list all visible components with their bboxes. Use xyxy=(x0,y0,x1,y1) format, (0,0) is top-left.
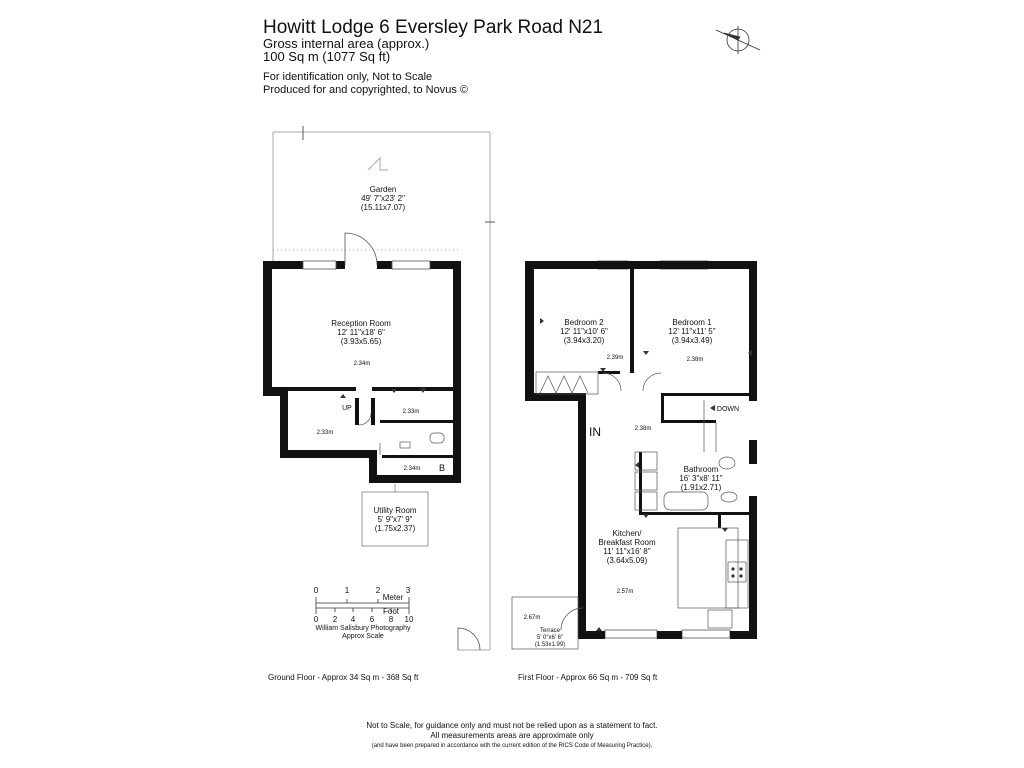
first-floor-walls xyxy=(525,261,757,639)
scale-meter-tick: 0 xyxy=(313,586,319,595)
kitchen-name-line1: Kitchen/ xyxy=(612,529,642,538)
ground-floor-walls xyxy=(263,261,461,483)
plan-title: Howitt Lodge 6 Eversley Park Road N21 xyxy=(263,17,604,38)
scale-foot-tick: 2 xyxy=(332,615,338,624)
store-height: 2.34m xyxy=(403,466,421,472)
hall-height: 2.33m xyxy=(316,430,334,436)
kitchen-metric: (3.64x5.09) xyxy=(606,556,648,565)
compass-icon xyxy=(716,26,760,54)
gross-area-value: 100 Sq m (1077 Sq ft) xyxy=(263,49,391,64)
terrace-imperial: 5' 0"x6' 6" xyxy=(536,635,564,641)
bathroom-imperial: 16' 3"x8' 11" xyxy=(679,474,723,483)
scale-credit: William Salisbury Photography xyxy=(315,625,411,632)
scale-foot-tick: 0 xyxy=(313,615,319,624)
kitchen-name-line2: Breakfast Room xyxy=(598,538,656,547)
identification-note: For identification only, Not to Scale xyxy=(263,71,433,83)
terrace-name: Terrace xyxy=(539,628,561,634)
disclaimer-line2: All measurements areas are approximate only xyxy=(430,731,594,740)
reception-metric: (3.93x5.65) xyxy=(340,337,382,346)
scale-foot-tick: 4 xyxy=(350,615,356,624)
garden-name: Garden xyxy=(369,185,397,194)
ground-floor-area-label: Ground Floor - Approx 34 Sq m - 368 Sq ft xyxy=(268,673,419,682)
terrace-height: 2.67m xyxy=(523,615,541,621)
disclaimer-line1: Not to Scale, for guidance only and must not be relied upon as a statement to fact. xyxy=(366,721,658,730)
wc-height: 2.33m xyxy=(402,409,420,415)
kitchen-height: 2.57m xyxy=(616,589,634,595)
bedroom1-imperial: 12' 11"x11' 5" xyxy=(668,327,716,336)
garden-door xyxy=(345,233,377,270)
disclaimer-line3: (and have been prepared in accordance with the current edition of the RICS Code of Measuring Practice). xyxy=(371,743,653,749)
bedroom2-height: 2.39m xyxy=(606,355,624,361)
stairs-up-label: UP xyxy=(342,405,352,412)
bedroom1-metric: (3.94x3.49) xyxy=(671,336,713,345)
first-floor-area-label: First Floor - Approx 66 Sq m - 709 Sq ft xyxy=(518,673,658,682)
scale-meter-tick: 2 xyxy=(375,586,381,595)
scale-meter-tick: 3 xyxy=(405,586,411,595)
copyright-note: Produced for and copyrighted, to Novus © xyxy=(263,84,468,96)
terrace-metric: (1.53x1.99) xyxy=(534,642,566,648)
scale-foot-tick: 8 xyxy=(388,615,394,624)
scale-meter-tick: 1 xyxy=(344,586,350,595)
bathroom-metric: (1.91x2.71) xyxy=(680,483,722,492)
reception-height: 2.34m xyxy=(353,361,371,367)
windows xyxy=(303,261,730,638)
boiler-label: B xyxy=(438,463,446,473)
reception-imperial: 12' 11"x18' 6" xyxy=(337,328,385,337)
stairs-down-label: DOWN xyxy=(716,406,740,413)
scale-foot-label: Foot xyxy=(382,607,400,616)
scale-approx: Approx Scale xyxy=(342,633,384,640)
bathroom-name: Bathroom xyxy=(683,465,719,474)
garden-imperial: 49' 7"x23' 2" xyxy=(361,194,405,203)
garden-metric: (15.11x7.07) xyxy=(360,203,406,212)
bedroom2-imperial: 12' 11"x10' 6" xyxy=(560,327,608,336)
bedroom1-height: 2.38m xyxy=(686,357,704,363)
kitchen-imperial: 11' 11"x16' 8" xyxy=(603,547,651,556)
bedroom2-metric: (3.94x3.20) xyxy=(563,336,605,345)
bedroom1-name: Bedroom 1 xyxy=(672,318,712,327)
bedroom2-name: Bedroom 2 xyxy=(564,318,604,327)
scale-meter-label: Meter xyxy=(382,593,404,602)
reception-name: Reception Room xyxy=(331,319,391,328)
gross-area-label: Gross internal area (approx.) xyxy=(263,36,430,51)
scale-foot-tick: 6 xyxy=(369,615,375,624)
scale-foot-tick: 10 xyxy=(404,615,414,624)
entrance-label: IN xyxy=(589,425,601,439)
utility-metric: (1.75x2.37) xyxy=(374,524,416,533)
landing-height: 2.38m xyxy=(634,426,652,432)
utility-imperial: 5' 9"x7' 9" xyxy=(377,515,413,524)
utility-name: Utility Room xyxy=(373,506,417,515)
